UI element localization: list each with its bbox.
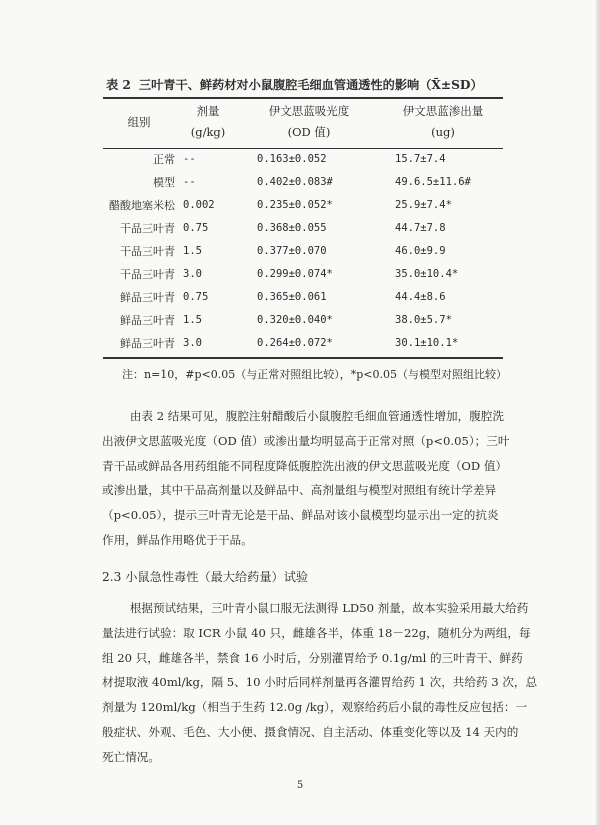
table-bottom-rule [103,357,503,359]
cell-dose: 3.0 [183,337,202,349]
cell-od: 0.365±0.061 [257,291,327,303]
cell-group: 干品三叶青 [120,245,175,258]
header-od-line1: 伊文思蓝吸光度 [268,104,350,118]
cell-group: 鲜品三叶青 [120,337,175,350]
paragraph-line: 死亡情况。 [102,749,160,764]
paragraph-line: 材提取液 40ml/kg，隔 5、10 小时后同样剂量再各灌胃给药 1 次，共给药 3 次，总 [102,675,538,690]
paragraph-line: 组 20 只，雌雄各半，禁食 16 小时后，分别灌胃给予 0.1g/ml 的三叶青干、鲜药 [102,650,523,665]
cell-dose: 1.5 [183,245,202,257]
table-row [103,217,503,240]
cell-ug: 44.7±7.8 [395,222,446,234]
cell-group: 模型 [153,176,175,189]
cell-od: 0.320±0.040* [257,314,333,326]
table-caption-text: 三叶青干、鲜药材对小鼠腹腔毛细血管通透性的影响（X̄±SD） [138,78,483,92]
cell-dose: 1.5 [183,314,202,326]
header-dose-line1: 剂量 [196,104,220,118]
cell-ug: 35.0±10.4* [395,268,459,280]
table-row [103,171,503,194]
cell-ug: 44.4±8.6 [395,291,446,303]
cell-dose: -- [183,176,196,188]
cell-dose: 0.75 [183,222,209,234]
cell-ug: 30.1±10.1* [395,337,459,349]
cell-dose: -- [183,153,196,165]
cell-ug: 15.7±7.4 [395,153,446,165]
table-row [103,240,503,263]
cell-ug: 46.0±9.9 [395,245,446,257]
cell-dose: 0.002 [183,199,215,211]
paragraph-line: 出液伊文思蓝吸光度（OD 值）或渗出量均明显高于正常对照（p<0.05）；三叶 [102,433,510,448]
cell-dose: 0.75 [183,291,209,303]
paragraph-line: 青干品或鲜品各用药组能不同程度降低腹腔洗出液的伊文思蓝吸光度（OD 值） [102,458,508,473]
table-row [103,286,503,309]
cell-dose: 3.0 [183,268,202,280]
table-row [103,194,503,217]
cell-od: 0.377±0.070 [257,245,327,257]
paragraph-toxicity [102,596,538,770]
paragraph-line: 剂量为 120ml/kg（相当于生药 12.0g /kg），观察给药后小鼠的毒性反应包括：一 [102,700,528,715]
cell-ug: 38.0±5.7* [395,314,452,326]
header-ug-line1: 伊文思蓝渗出量 [402,104,484,118]
header-ug-line2: (ug) [431,125,455,139]
cell-group: 醋酸地塞米松 [109,199,175,212]
table-caption-number: 表 2 [106,78,131,92]
table-row [103,148,503,171]
paragraph-line: 根据预试结果，三叶青小鼠口服无法测得 LD50 剂量，故本实验采用最大给药 [129,601,529,615]
cell-ug: 49.6.5±11.6# [395,176,471,188]
paragraph-line: （p<0.05），提示三叶青无论是干品、鲜品对该小鼠模型均显示出一定的抗炎 [102,508,499,523]
header-group: 组别 [127,115,151,129]
table-note: 注：n=10，#p<0.05（与正常对照组比较），*p<0.05（与模型对照组比较） [122,368,508,381]
cell-group: 鲜品三叶青 [120,291,175,304]
cell-od: 0.368±0.055 [257,222,327,234]
cell-od: 0.402±0.083# [257,176,333,188]
cell-od: 0.163±0.052 [257,153,327,165]
table-top-rule [103,97,503,99]
table-row [103,263,503,286]
header-od-line2: (OD 值) [287,125,331,139]
table-row [103,309,503,332]
paragraph-line: 般症状、外观、毛色、大小便、摄食情况、自主活动、体重变化等以及 14 天内的 [102,724,519,739]
paragraph-line: 作用，鲜品作用略优于干品。 [102,532,253,547]
cell-group: 干品三叶青 [120,268,175,281]
cell-od: 0.235±0.052* [257,199,333,211]
page-number: 5 [296,780,304,791]
paragraph-line: 或渗出量，其中干品高剂量以及鲜品中、高剂量组与模型对照组有统计学差异 [102,483,497,498]
scan-edge [596,0,600,825]
paragraph-results [102,404,522,553]
cell-group: 正常 [153,153,175,166]
table-row [103,332,503,355]
section-heading: 2.3 小鼠急性毒性（最大给药量）试验 [102,570,309,584]
table-caption [106,76,506,93]
cell-od: 0.264±0.072* [257,337,333,349]
paragraph-line: 由表 2 结果可见，腹腔注射醋酸后小鼠腹腔毛细血管通透性增加，腹腔洗 [129,409,504,423]
header-dose-line2: (g/kg) [190,125,226,139]
cell-group: 干品三叶青 [120,222,175,235]
cell-od: 0.299±0.074* [257,268,333,280]
cell-group: 鲜品三叶青 [120,314,175,327]
paragraph-line: 量法进行试验：取 ICR 小鼠 40 只，雌雄各半，体重 18－22g，随机分为两组，每 [102,625,531,640]
cell-ug: 25.9±7.4* [395,199,452,211]
